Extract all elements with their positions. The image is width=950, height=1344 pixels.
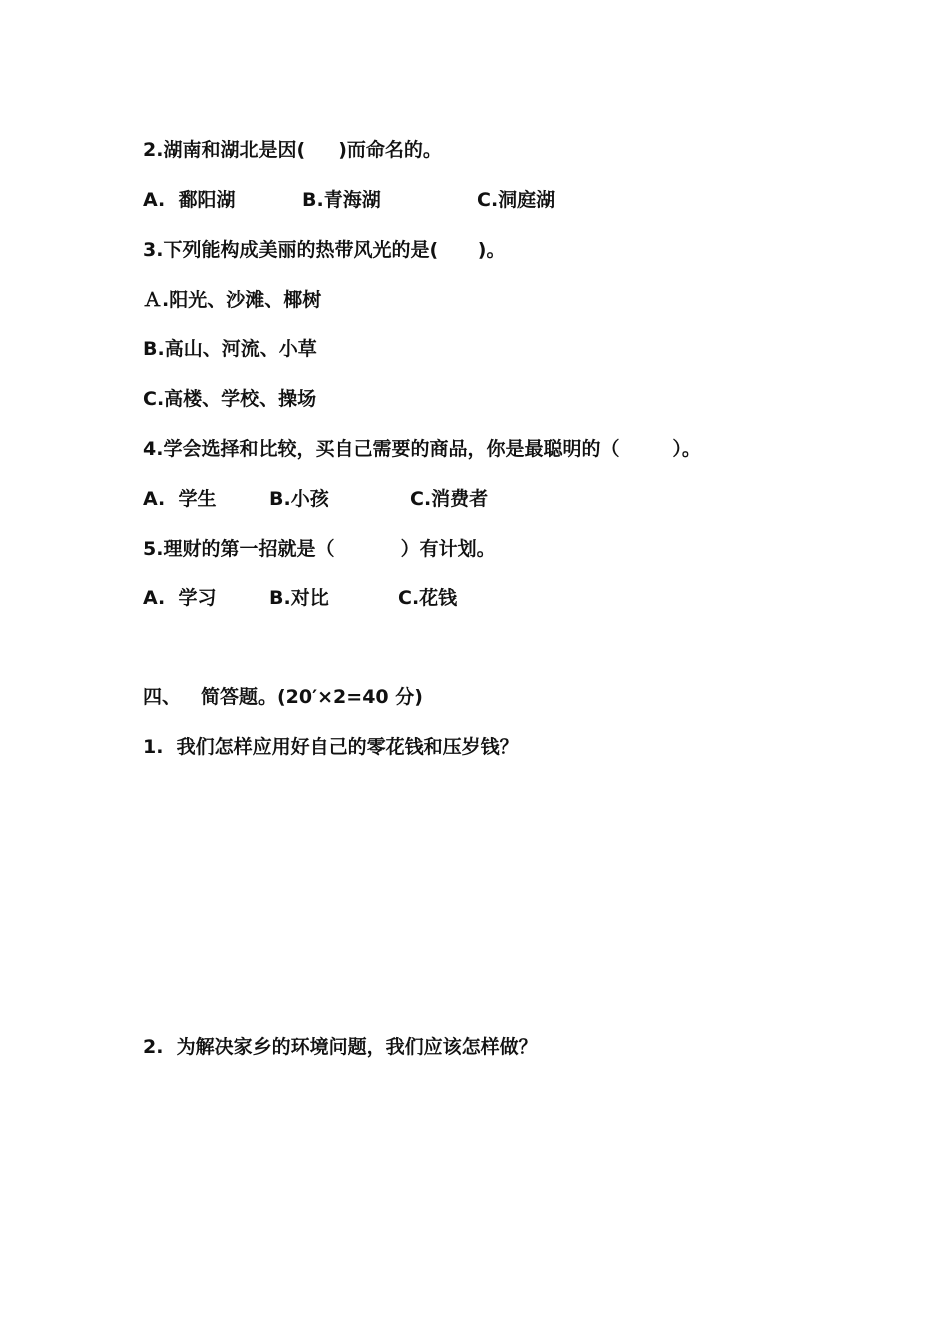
section-4-number: 四、: [143, 686, 182, 708]
question-3-option-c: C.高楼、学校、操场: [143, 388, 317, 410]
question-4-option-b: B.小孩: [269, 488, 329, 510]
question-2-option-b: B.青海湖: [302, 189, 381, 211]
section-4-title: 简答题。(20′×2=40 分): [201, 686, 423, 708]
short-answer-question-1: 1. 我们怎样应用好自己的零花钱和压岁钱？: [143, 736, 519, 758]
question-4-stem: 4.学会选择和比较，买自己需要的商品，你是最聪明的（ ）。: [143, 438, 701, 460]
question-4-option-c: C.消费者: [410, 488, 489, 510]
question-4-option-a: A. 学生: [143, 488, 217, 510]
question-5-option-c: C.花钱: [398, 587, 458, 609]
question-5-stem: 5.理财的第一招就是（ ）有计划。: [143, 538, 496, 560]
question-5-option-a: A. 学习: [143, 587, 217, 609]
question-5-option-b: B.对比: [269, 587, 329, 609]
question-2-stem: 2.湖南和湖北是因( )而命名的。: [143, 139, 442, 161]
question-3-stem: 3.下列能构成美丽的热带风光的是( )。: [143, 239, 506, 261]
question-5-options: [143, 585, 743, 689]
question-3-option-a: Ａ.阳光、沙滩、椰树: [143, 289, 322, 311]
question-2-option-c: C.洞庭湖: [477, 189, 556, 211]
question-2-option-a: A. 鄱阳湖: [143, 189, 236, 211]
short-answer-question-2: 2. 为解决家乡的环境问题，我们应该怎样做？: [143, 1036, 538, 1058]
question-3-option-b: B.高山、河流、小草: [143, 338, 317, 360]
